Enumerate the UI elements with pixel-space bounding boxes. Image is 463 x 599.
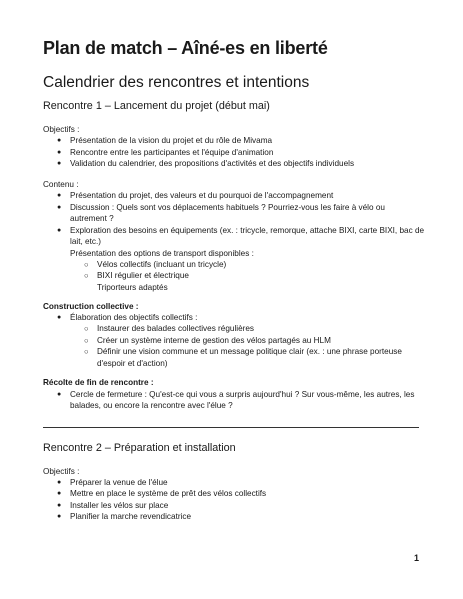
- bullet-icon: ●: [57, 391, 62, 398]
- document-title: Plan de match – Aîné-es en liberté: [43, 38, 328, 58]
- list-item: ● Exploration des besoins en équipements (ex. : tricycle, remorque, attache BIXI, carte BIXI, bac de: [57, 226, 425, 235]
- sub-list-item-continuation: d'espoir et d'action): [97, 359, 168, 368]
- sub-list-item: Triporteurs adaptés: [97, 283, 168, 292]
- r1-objectifs-label: Objectifs :: [43, 125, 80, 134]
- list-item: ● Mettre en place le système de prêt des vélos collectifs: [57, 489, 267, 498]
- list-item: ● Élaboration des objectifs collectifs :: [57, 313, 198, 322]
- list-item: ● Préparer la venue de l'élue: [57, 478, 168, 487]
- bullet-icon: ●: [57, 149, 62, 156]
- list-item: ● Présentation du projet, des valeurs et du pourquoi de l'accompagnement: [57, 191, 334, 200]
- list-item-continuation: balades, ou encore la rencontre avec l'élue ?: [70, 401, 233, 410]
- list-item: ● Planifier la marche revendicatrice: [57, 512, 192, 521]
- sub-list-item: ○ Définir une vision commune et un message politique clair (ex. : une phrase porteuse: [84, 347, 402, 356]
- list-item: ● Présentation de la vision du projet et du rôle de Mivama: [57, 136, 273, 145]
- circle-bullet-icon: ○: [84, 336, 89, 345]
- bullet-icon: ●: [57, 227, 62, 234]
- section-divider: [43, 427, 419, 428]
- sub-list-item: ○ Créer un système interne de gestion des vélos partagés au HLM: [84, 336, 331, 345]
- bullet-icon: ●: [57, 490, 62, 497]
- bullet-icon: ●: [57, 204, 62, 211]
- bullet-icon: ●: [57, 502, 62, 509]
- document-subtitle: Calendrier des rencontres et intentions: [43, 74, 310, 91]
- circle-bullet-icon: ○: [84, 347, 89, 356]
- circle-bullet-icon: ○: [84, 260, 89, 269]
- r1-construction-label: Construction collective :: [43, 302, 139, 311]
- list-item: ● Cercle de fermeture : Qu'est-ce qui vous a surpris aujourd'hui ? Sur vous-même, les autres, les: [57, 390, 415, 399]
- circle-bullet-icon: ○: [84, 324, 89, 333]
- bullet-icon: ●: [57, 160, 62, 167]
- circle-bullet-icon: ○: [84, 271, 89, 280]
- bullet-icon: ●: [57, 137, 62, 144]
- bullet-icon: ●: [57, 513, 62, 520]
- list-item: ● Validation du calendrier, des propositions d'activités et des objectifs individuels: [57, 159, 355, 168]
- r1-contenu-label: Contenu :: [43, 180, 79, 189]
- list-item-continuation: lait, etc.): [70, 237, 101, 246]
- list-item-text: Présentation des options de transport disponibles :: [70, 249, 254, 258]
- sub-list-item: ○ BIXI régulier et électrique: [84, 271, 189, 280]
- sub-list-item: ○ Vélos collectifs (incluant un tricycle): [84, 260, 227, 269]
- list-item-continuation: autrement ?: [70, 214, 114, 223]
- rencontre-1-heading: Rencontre 1 – Lancement du projet (début mai): [43, 100, 270, 112]
- list-item: ● Rencontre entre les participantes et l'équipe d'animation: [57, 148, 274, 157]
- r1-recolte-label: Récolte de fin de rencontre :: [43, 378, 154, 387]
- sub-list-item: ○ Instaurer des balades collectives régulières: [84, 324, 255, 333]
- bullet-icon: ●: [57, 479, 62, 486]
- bullet-icon: ●: [57, 192, 62, 199]
- list-item: ● Discussion : Quels sont vos déplacements habituels ? Pourriez-vous les faire à vélo ou: [57, 203, 385, 212]
- list-item: ● Installer les vélos sur place: [57, 501, 169, 510]
- page-number: 1: [414, 553, 420, 563]
- bullet-icon: ●: [57, 314, 62, 321]
- r2-objectifs-label: Objectifs :: [43, 467, 80, 476]
- rencontre-2-heading: Rencontre 2 – Préparation et installation: [43, 442, 236, 454]
